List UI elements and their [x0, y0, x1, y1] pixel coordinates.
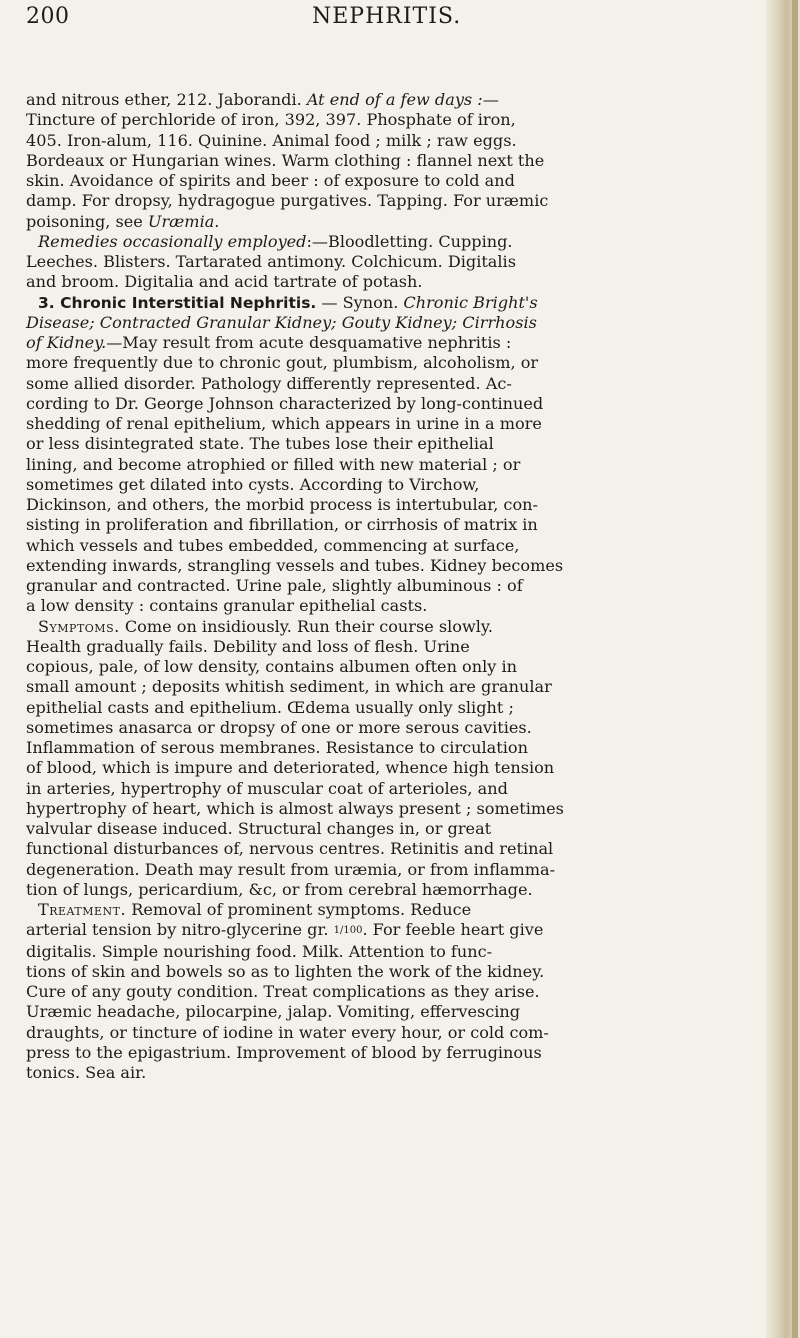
text-line: copious, pale, of low density, contains albumen often only in: [26, 657, 517, 676]
text-line: Bordeaux or Hungarian wines. Warm clothing : flannel next the: [26, 150, 545, 170]
text-line: valvular disease induced. Structural changes in, or great: [26, 819, 492, 838]
text-line: Health gradually fails. Debility and loss of flesh. Urine: [26, 636, 470, 656]
text-line: skin. Avoidance of spirits and beer : of exposure to cold and: [26, 171, 515, 190]
text-line: Dickinson, and others, the morbid process is intertubular, con-: [26, 495, 538, 514]
text-line: sometimes anasarca or dropsy of one or more serous cavities.: [26, 717, 532, 737]
text-line: tion of lungs, pericardium, &c, or from cerebral hæmorrhage.: [26, 879, 533, 899]
text-line: tonics. Sea air.: [26, 1063, 147, 1082]
page-edge-bar: [792, 0, 798, 1338]
text-line: shedding of renal epithelium, which appears in urine in a more: [26, 414, 542, 433]
text-line: extending inwards, strangling vessels and tubes. Kidney becomes: [26, 555, 564, 575]
text-line: Uræmic headache, pilocarpine, jalap. Vomiting, effervescing: [26, 1002, 521, 1022]
text-line: poisoning, see Uræmia.: [26, 211, 220, 231]
text-line: Tincture of perchloride of iron, 392, 397. Phosphate of iron,: [26, 110, 516, 130]
text-line: of Kidney.—May result from acute desquamative nephritis :: [26, 333, 512, 352]
text-line: Remedies occasionally employed:—Bloodletting. Cupping.: [38, 231, 513, 251]
text-line: sisting in proliferation and fibrillation, or cirrhosis of matrix in: [26, 515, 538, 535]
text-line: digitalis. Simple nourishing food. Milk. Attention to func-: [26, 941, 493, 961]
section-heading: 3. Chronic Interstitial Nephritis.: [38, 293, 317, 312]
text-line: more frequently due to chronic gout, plumbism, alcoholism, or: [26, 353, 539, 373]
text-line: functional disturbances of, nervous centres. Retinitis and retinal: [26, 839, 554, 859]
text-line: draughts, or tincture of iodine in water every hour, or cold com-: [26, 1022, 549, 1042]
text-line: press to the epigastrium. Improvement of blood by ferruginous: [26, 1042, 542, 1062]
text-line: which vessels and tubes embedded, commencing at surface,: [26, 535, 520, 555]
treatment-heading: Treatment.: [38, 900, 127, 919]
text-line: epithelial casts and epithelium. Œdema usually only slight ;: [26, 697, 514, 717]
text-line: arterial tension by nitro-glycerine gr. 1/100. For feeble heart give: [26, 920, 544, 940]
text-line: in arteries, hypertrophy of muscular coat of arterioles, and: [26, 778, 508, 798]
text-line: Leeches. Blisters. Tartarated antimony. Colchicum. Digitalis: [26, 252, 516, 271]
page-edge-shadow: [766, 0, 800, 1338]
page-number: 200: [26, 4, 70, 29]
text-line: or less disintegrated state. The tubes lose their epithelial: [26, 434, 494, 454]
text-line: Treatment. Removal of prominent symptoms. Reduce: [38, 900, 472, 919]
text-line: sometimes get dilated into cysts. According to Virchow,: [26, 474, 480, 494]
text-line: lining, and become atrophied or filled with new material ; or: [26, 454, 521, 474]
running-title: NEPHRITIS.: [312, 4, 462, 29]
text-line: Inflammation of serous membranes. Resistance to circulation: [26, 738, 528, 757]
text-line: and nitrous ether, 212. Jaborandi. At end of a few days :—: [26, 90, 499, 109]
text-line: and broom. Digitalia and acid tartrate of potash.: [26, 272, 423, 292]
page-header: [26, 4, 766, 44]
symptoms-heading: Symptoms.: [38, 616, 120, 636]
text-line: damp. For dropsy, hydragogue purgatives. Tapping. For uræmic: [26, 191, 549, 211]
text-line: hypertrophy of heart, which is almost always present ; sometimes: [26, 798, 564, 818]
text-line: granular and contracted. Urine pale, slightly albuminous : of: [26, 576, 523, 595]
text-line: 405. Iron-alum, 116. Quinine. Animal food ; milk ; raw eggs.: [26, 130, 517, 150]
text-line: of blood, which is impure and deteriorated, whence high tension: [26, 758, 555, 778]
text-line: a low density : contains granular epithelial casts.: [26, 596, 428, 616]
section-heading-line: 3. Chronic Interstitial Nephritis. — Synon. Chronic Bright's: [38, 292, 538, 312]
text-line: some allied disorder. Pathology differently represented. Ac-: [26, 373, 512, 393]
text-line: Cure of any gouty condition. Treat complications as they arise.: [26, 982, 540, 1001]
dose-fraction: 1/100: [333, 925, 363, 937]
text-line: cording to Dr. George Johnson characterized by long-continued: [26, 393, 544, 413]
text-line: tions of skin and bowels so as to lighten the work of the kidney.: [26, 961, 545, 981]
page-text: [26, 90, 766, 1083]
text-line: small amount ; deposits whitish sediment, in which are granular: [26, 677, 552, 697]
text-line: degeneration. Death may result from uræmia, or from inflamma-: [26, 859, 556, 879]
text-line: Symptoms. Come on insidiously. Run their course slowly.: [38, 616, 493, 636]
text-line: Disease; Contracted Granular Kidney; Gouty Kidney; Cirrhosis: [26, 312, 537, 332]
